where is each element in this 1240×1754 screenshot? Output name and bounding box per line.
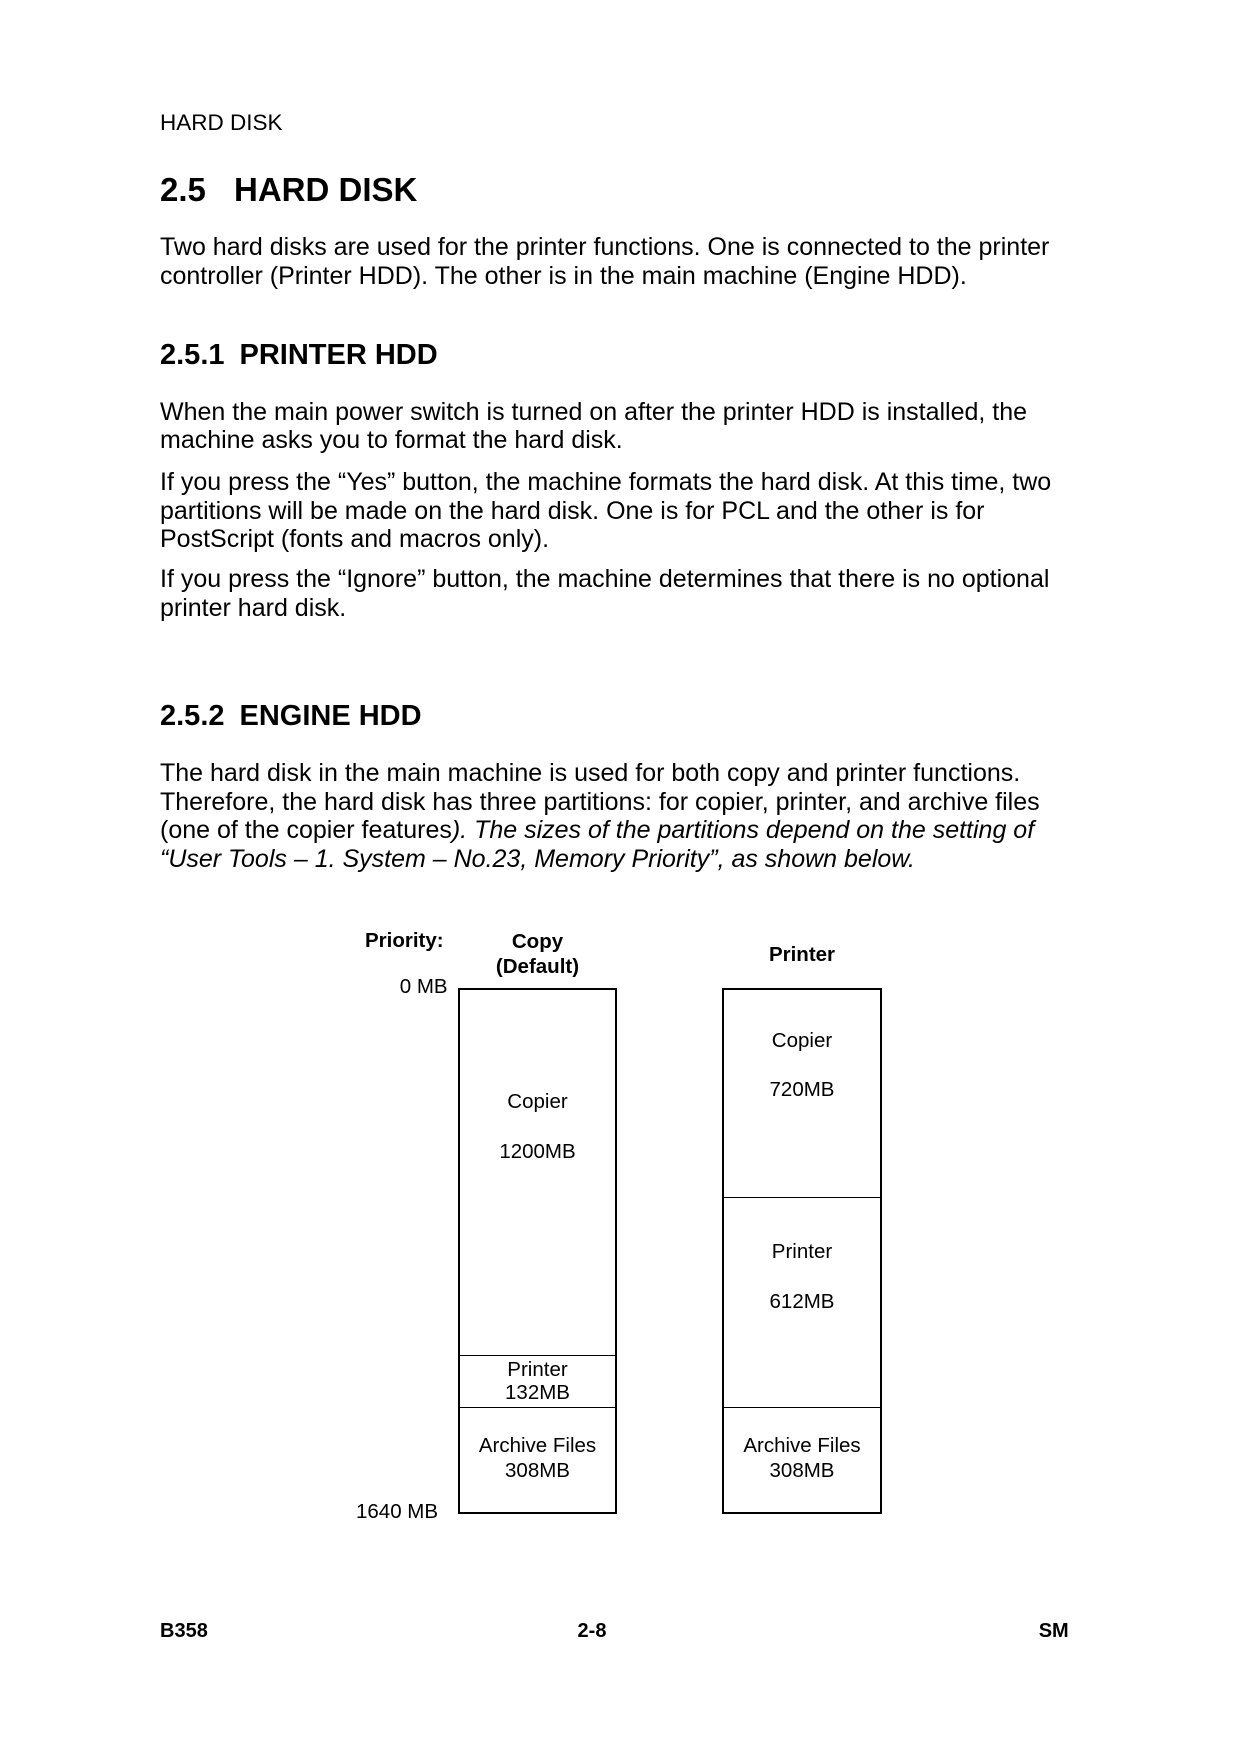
partition-archive-files [460,1408,615,1512]
partition-printer [460,1356,615,1408]
partition-copier [460,990,615,1356]
priority-label: Priority: [365,929,444,952]
partition-label: Printer [507,1357,568,1381]
paragraph-line: Therefore, the hard disk has three partitions: for copier, printer, and archive files [160,787,1040,816]
partition-label: Copier [507,1090,568,1114]
intro-paragraph [160,233,1049,290]
partition-size: 720MB [769,1078,835,1101]
column-title-printer [722,943,882,968]
partition-archive-files [724,1408,880,1512]
paragraph-line: If you press the “Yes” button, the machine formats the hard disk. At this time, two [160,468,1052,496]
partition-size: 308MB [769,1458,835,1482]
paragraph-line: If you press the “Ignore” button, the machine determines that there is no optional [160,565,1050,594]
partition-column-copy-default [458,988,617,1514]
column-title-line: Copy [511,930,564,953]
footer-model-code: B358 [160,1619,208,1642]
partition-label: Archive Files [743,1433,861,1457]
partition-column-printer [722,988,882,1514]
paragraph-line: PostScript (fonts and macros only). [160,525,550,554]
paragraph-text-regular: (one of the copier features [160,816,452,845]
running-header: HARD DISK [160,110,283,135]
column-title-line: Printer [768,942,836,966]
paragraph-line-italic: “User Tools – 1. System – No.23, Memory Priority”, as shown below. [160,845,915,874]
engine-hdd-paragraph [160,759,1040,874]
paragraph-line: When the main power switch is turned on after the printer HDD is installed, the [160,397,1028,426]
footer-manual-code: SM [1038,1619,1069,1642]
subsection-number-printer-hdd: 2.5.1 [160,339,225,371]
column-title-copy-default [458,930,617,979]
column-title-line: (Default) [495,954,580,978]
printer-hdd-paragraph-3 [160,565,1049,622]
paragraph-line: Two hard disks are used for the printer functions. One is connected to the printer [160,233,1050,261]
subsection-number-engine-hdd: 2.5.2 [160,700,225,732]
paragraph-line: partitions will be made on the hard disk. One is for PCL and the other is for [160,496,985,525]
paragraph-line [160,816,1040,845]
paragraph-line: The hard disk in the main machine is used for both copy and printer functions. [160,759,1021,787]
section-title: HARD DISK [234,171,418,208]
section-number: 2.5 [160,171,206,208]
partition-size: 132MB [505,1381,570,1405]
paragraph-text-italic: ). The sizes of the partitions depend on the setting of [451,816,1035,845]
printer-hdd-paragraph-1 [160,398,1027,455]
subsection-title-printer-hdd: PRINTER HDD [239,339,438,371]
scale-top-label: 0 MB [399,975,448,998]
subsection-title-engine-hdd: ENGINE HDD [239,700,422,732]
printer-hdd-paragraph-2 [160,468,1051,554]
scale-bottom-label: 1640 MB [356,1500,439,1523]
partition-size: 308MB [505,1458,570,1482]
partition-size: 1200MB [499,1139,576,1163]
paragraph-line: controller (Printer HDD). The other is in the main machine (Engine HDD). [160,261,967,290]
partition-printer [724,1198,880,1408]
footer-page-number: 2-8 [577,1619,607,1642]
partition-label: Printer [771,1240,833,1264]
partition-size: 612MB [769,1289,835,1313]
paragraph-line: printer hard disk. [160,594,347,622]
partition-copier [724,990,880,1198]
partition-label: Archive Files [478,1433,597,1457]
paragraph-line: machine asks you to format the hard disk. [160,426,623,455]
partition-label: Copier [771,1028,833,1052]
